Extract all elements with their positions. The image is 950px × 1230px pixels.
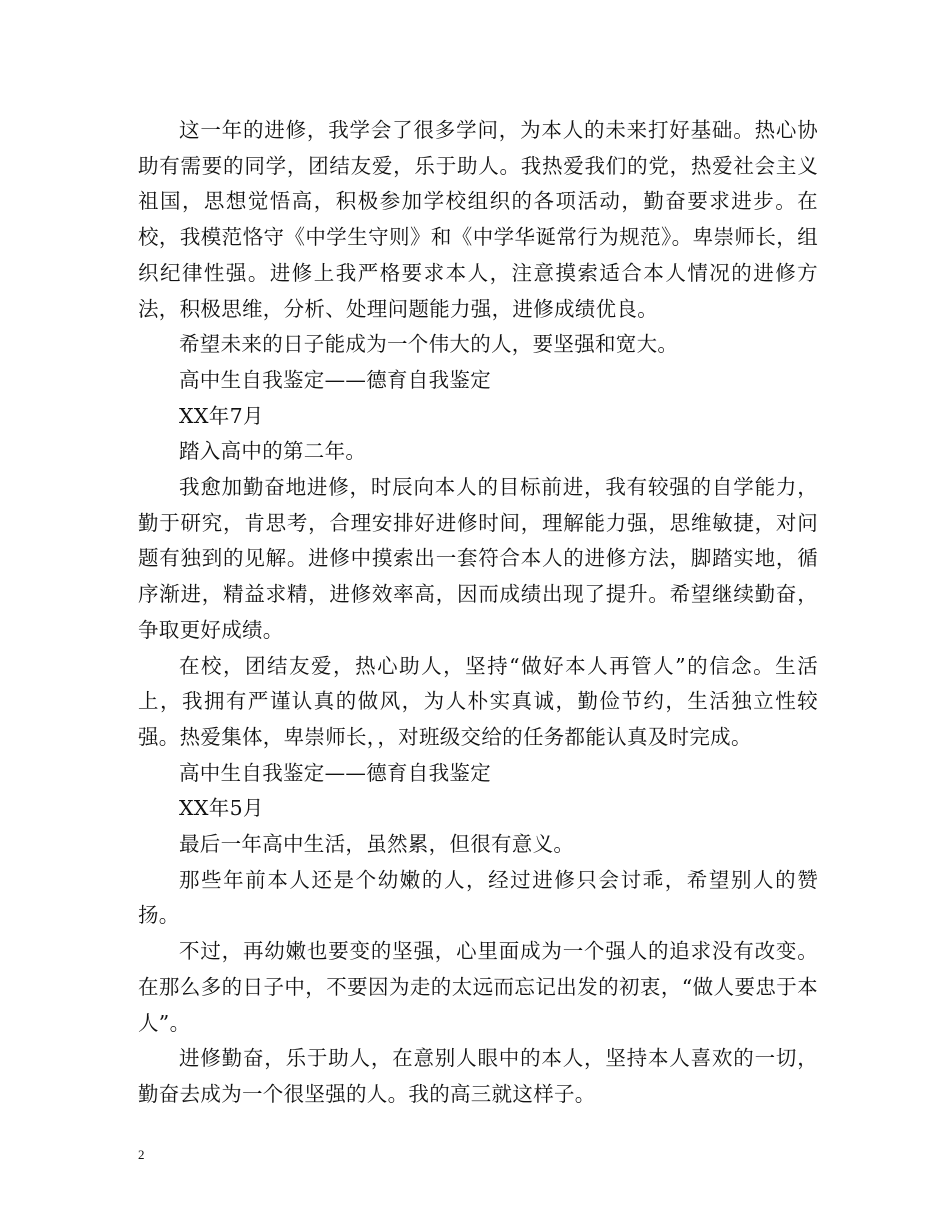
section-heading: 高中生自我鉴定——德育自我鉴定 — [179, 367, 491, 392]
document-body — [138, 113, 818, 1113]
paragraph: 踏入高中的第二年。 — [179, 439, 367, 464]
paragraph: 在校，团结友爱，热心助人，坚持“做好本人再管人”的信念。生活上，我拥有严谨认真的做风，为人朴实真诚，勤俭节约，生活独立性较强。热爱集体，卑崇师长，，对班级交给的任务都能认真及时完成。 — [138, 653, 818, 749]
paragraph: 不过，再幼嫩也要变的坚强，心里面成为一个强人的追求没有改变。在那么多的日子中，不要因为走的太远而忘记出发的初衷，“做人要忠于本人”。 — [138, 939, 818, 1035]
paragraph: 我愈加勤奋地进修，时辰向本人的目标前进，我有较强的自学能力，勤于研究，肯思考，合理安排好进修时间，理解能力强，思维敏捷，对问题有独到的见解。进修中摸索出一套符合本人的进修方法，脚踏实地，循序渐进，精益求精，进修效率高，因而成绩出现了提升。希望继续勤奋，争取更好成绩。 — [138, 475, 818, 642]
date-line: XX年5月 — [179, 796, 264, 821]
paragraph: 这一年的进修，我学会了很多学问，为本人的未来打好基础。热心协助有需要的同学，团结友爱，乐于助人。我热爱我们的党，热爱社会主义祖国，思想觉悟高，积极参加学校组织的各项活动，勤奋要求进步。在校，我模范恪守《中学生守则》和《中学华诞常行为规范》。卑崇师长，组织纪律性强。进修上我严格要求本人，注意摸索适合本人情况的进修方法，积极思维，分析、处理问题能力强，进修成绩优良。 — [138, 118, 818, 321]
paragraph: 那些年前本人还是个幼嫩的人，经过进修只会讨乖，希望别人的赞扬。 — [138, 867, 818, 928]
paragraph: 最后一年高中生活，虽然累，但很有意义。 — [179, 832, 575, 857]
date-line: XX年7月 — [179, 403, 264, 428]
paragraph: 进修勤奋，乐于助人，在意别人眼中的本人，坚持本人喜欢的一切，勤奋去成为一个很坚强的人。我的高三就这样子。 — [138, 1046, 818, 1106]
section-heading: 高中生自我鉴定——德育自我鉴定 — [179, 760, 491, 785]
page-number: 2 — [138, 1147, 145, 1162]
paragraph: 希望未来的日子能成为一个伟大的人，要坚强和宽大。 — [179, 332, 679, 357]
